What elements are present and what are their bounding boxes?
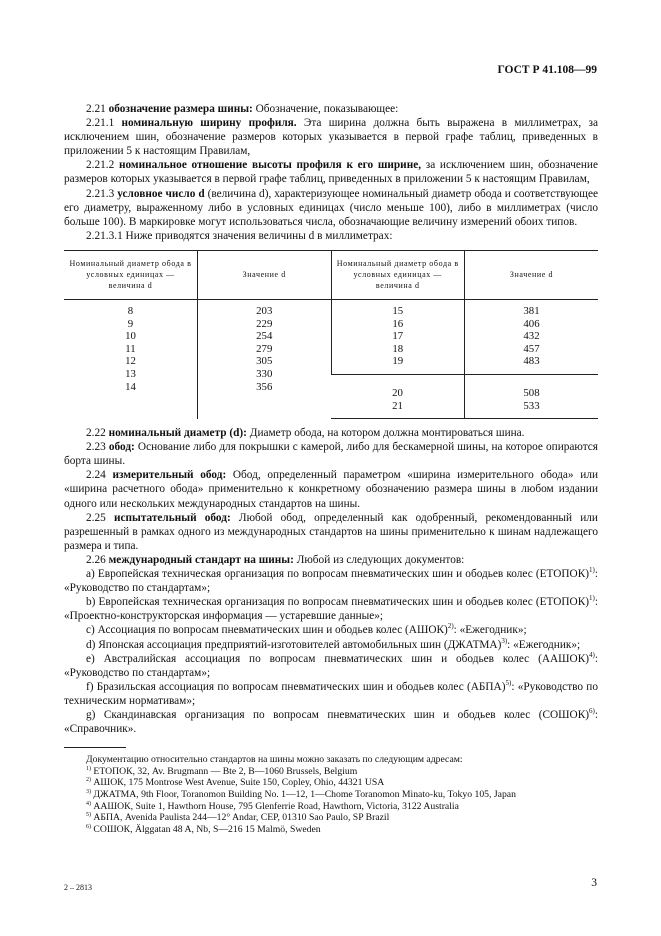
cell-value: 356 bbox=[256, 380, 273, 393]
clause-term: обод: bbox=[108, 441, 135, 454]
list-item-tail: : «Руководство по техническим нормативам»; bbox=[64, 680, 598, 707]
rim-diameter-table bbox=[64, 250, 598, 419]
cell-value: 432 bbox=[523, 330, 540, 343]
footnotes bbox=[64, 754, 598, 835]
cell-value: 15 bbox=[392, 304, 404, 317]
footnote bbox=[64, 812, 598, 824]
list-item-tail: : «Проектно-конструкторская информация — устаревшие данные»; bbox=[64, 596, 598, 623]
cell-value: 533 bbox=[523, 399, 540, 412]
footnote-mark: 1) bbox=[86, 765, 91, 772]
footnote-mark: 3) bbox=[86, 788, 91, 795]
clause-text: Обозначение, показывающее: bbox=[252, 103, 399, 115]
cell-value: 254 bbox=[256, 330, 273, 343]
cell-value: 14 bbox=[125, 380, 136, 393]
footnote bbox=[64, 824, 598, 836]
list-item-text: a) Европейская техническая организация по вопросам пневматических шин и ободьев колес (ЕТОПОК) bbox=[86, 568, 590, 581]
clause-text: Любой обод, определенный как одобренный, рекомендованный или разрешенный в рамках одного из международных стандартов на шины применительно к шинам надлежащего размера и типа. bbox=[64, 511, 598, 552]
table-cell bbox=[331, 299, 465, 374]
cell-value: 330 bbox=[256, 367, 273, 380]
footnote-mark: 6) bbox=[86, 823, 91, 830]
clause-2-21-3 bbox=[64, 187, 598, 229]
clause-2-23 bbox=[64, 440, 598, 468]
clause-text: Эта ширина должна быть выражена в миллиметрах, за исключением шин, обозначение размеров которых указывается в первой графе таблиц, приведенных в приложении 5 к настоящим Правилам, bbox=[64, 117, 598, 158]
clause-2-21-3-1 bbox=[64, 229, 598, 243]
clause-term: обозначение размера шины: bbox=[108, 103, 253, 115]
clause-number: 2.21.3.1 bbox=[86, 229, 123, 242]
clause-term: условное число d bbox=[117, 187, 205, 200]
document-id: ГОСТ Р 41.108—99 bbox=[497, 64, 597, 76]
footnote bbox=[64, 766, 598, 778]
list-item bbox=[64, 567, 598, 595]
clause-2-24 bbox=[64, 468, 598, 510]
list-item-tail: : «Справочник». bbox=[64, 708, 598, 736]
list-item-tail: : «Ежегодник»; bbox=[507, 638, 581, 651]
footnote-ref: 1) bbox=[589, 594, 595, 603]
list-item bbox=[64, 595, 598, 623]
cell-value: 21 bbox=[392, 399, 403, 412]
footnote-text: АШОК, 175 Montrose West Avenue, Suite 150, Copley, Ohio, 44321 USA bbox=[91, 777, 385, 789]
cell-value: 16 bbox=[392, 317, 404, 330]
cell-value: 8 bbox=[127, 304, 134, 317]
print-code: 2 – 2813 bbox=[64, 883, 92, 892]
clause-number: 2.23 bbox=[86, 441, 106, 454]
clause-number: 2.21.1 bbox=[86, 117, 115, 130]
clause-number: 2.25 bbox=[86, 511, 106, 524]
table-cell bbox=[198, 299, 332, 418]
clause-2-21-2 bbox=[64, 158, 598, 186]
clause-text: Диаметр обода, на котором должна монтироваться шина. bbox=[246, 427, 525, 440]
cell-value: 13 bbox=[125, 367, 136, 380]
list-item bbox=[64, 638, 598, 652]
footnote-ref: 4) bbox=[589, 650, 595, 659]
footnote bbox=[64, 789, 598, 801]
footnote-ref: 3) bbox=[501, 636, 508, 645]
list-item-text: d) Японская ассоциация предприятий-изготовителей автомобильных шин (ДЖАТМА) bbox=[86, 638, 502, 651]
clause-2-21 bbox=[64, 102, 598, 116]
list-item-text: f) Бразильская ассоциация по вопросам пневматических шин и ободьев колес (АБПА) bbox=[86, 680, 506, 693]
list-item bbox=[64, 680, 598, 708]
footnote-mark: 5) bbox=[86, 811, 91, 818]
column-header: Номинальный диаметр обода в условных единицах — величина d bbox=[331, 250, 465, 299]
clause-number: 2.26 bbox=[86, 553, 106, 566]
cell-value: 20 bbox=[392, 386, 403, 399]
clause-text: за исключением шин, обозначение размеров которых указывается в первой графе таблиц, приведенных в приложении 5 к настоящим Правилам, bbox=[64, 159, 598, 186]
footnote-text: ДЖАТМА, 9th Floor, Toranomon Building No. 1—12, 1—Chome Toranomon Minato-ku, Tokyo 105, Japan bbox=[91, 788, 516, 800]
table-cell bbox=[465, 374, 599, 418]
footnote-text: ЕТОПОК, 32, Av. Brugmann — Bte 2, B—1060 Brussels, Belgium bbox=[91, 765, 358, 777]
cell-value: 483 bbox=[523, 355, 540, 368]
column-header: Номинальный диаметр обода в условных единицах — величина d bbox=[64, 250, 198, 299]
footnote-text: ААШОК, Suite 1, Hawthorn House, 795 Glenferrie Road, Hawthorn, Victoria, 3122 Australia bbox=[91, 800, 459, 812]
footnote-ref: 1) bbox=[589, 566, 595, 575]
clause-2-25 bbox=[64, 511, 598, 553]
clause-text: Ниже приводятся значения величины d в миллиметрах: bbox=[122, 229, 393, 242]
clause-2-26 bbox=[64, 553, 598, 567]
footnote-mark: 2) bbox=[86, 777, 91, 784]
list-item bbox=[64, 623, 598, 637]
cell-value: 12 bbox=[125, 355, 136, 368]
table-cell bbox=[331, 374, 465, 418]
list-item bbox=[64, 652, 598, 680]
clause-term: номинальное отношение высоты профиля к его ширине, bbox=[118, 159, 422, 172]
cell-value: 10 bbox=[125, 330, 136, 343]
cell-value: 9 bbox=[127, 317, 134, 330]
clause-2-21-1 bbox=[64, 116, 598, 158]
clause-number: 2.24 bbox=[86, 469, 106, 482]
cell-value: 457 bbox=[523, 342, 540, 355]
clause-term: номинальный диаметр (d): bbox=[108, 427, 247, 440]
footnote-mark: 4) bbox=[86, 800, 91, 807]
footnote bbox=[64, 801, 598, 813]
table-cell bbox=[64, 299, 198, 418]
list-item bbox=[64, 708, 598, 736]
list-item-text: b) Европейская техническая организация по вопросам пневматических шин и ободьев колес (ЕТОПОК) bbox=[86, 596, 590, 609]
list-item-tail: : «Руководство по стандартам»; bbox=[64, 652, 598, 679]
cell-value: 11 bbox=[125, 342, 136, 355]
clause-2-22 bbox=[64, 426, 598, 440]
column-header: Значение d bbox=[465, 250, 599, 299]
table-cell bbox=[465, 299, 599, 374]
cell-value: 203 bbox=[256, 304, 273, 317]
cell-value: 17 bbox=[392, 330, 404, 343]
clause-number: 2.21.2 bbox=[86, 159, 115, 172]
footnote-intro: Документацию относительно стандартов на шины можно заказать по следующим адресам: bbox=[86, 754, 463, 766]
list-item-tail: : «Ежегодник»; bbox=[453, 624, 527, 637]
clause-number: 2.22 bbox=[86, 427, 106, 440]
clause-term: измерительный обод: bbox=[112, 469, 227, 482]
clause-text: Основание либо для покрышки с камерой, либо для бескамерной шины, на которое опираются борта шины. bbox=[64, 441, 599, 468]
cell-value: 406 bbox=[523, 317, 540, 330]
footnote-divider bbox=[64, 747, 126, 748]
list-item-text: g) Скандинавская организация по вопросам пневматических шин и ободьев колес (СОШОК) bbox=[86, 708, 590, 721]
footnote-text: СОШОК, Älggatan 48 A, Nb, S—216 15 Malmö, Sweden bbox=[91, 823, 321, 835]
list-item-text: c) Ассоциация по вопросам пневматических шин и ободьев колес (АШОК) bbox=[86, 624, 448, 637]
footnote-ref: 5) bbox=[505, 679, 512, 688]
clause-term: международный стандарт на шины: bbox=[108, 553, 294, 566]
cell-value: 229 bbox=[256, 317, 273, 330]
column-header: Значение d bbox=[198, 250, 332, 299]
cell-value: 305 bbox=[256, 355, 273, 368]
footnote bbox=[64, 777, 598, 789]
page-number: 3 bbox=[591, 877, 597, 889]
list-item-tail: : «Руководство по стандартам»; bbox=[64, 568, 598, 595]
clause-term: испытательный обод: bbox=[113, 511, 231, 524]
list-item-text: e) Австралийская ассоциация по вопросам пневматических шин и ободьев колес (ААШОК) bbox=[86, 652, 590, 665]
cell-value: 508 bbox=[523, 386, 540, 399]
clause-text: Обод, определенный параметром «ширина измерительного обода» или «ширина расчетного обода» применительно к конкретному обозначению размера шины в любом издании одного или нескольких международных стандартов на шины. bbox=[64, 469, 598, 510]
cell-value: 18 bbox=[392, 342, 404, 355]
cell-value: 279 bbox=[256, 342, 273, 355]
clause-number: 2.21.3 bbox=[86, 187, 115, 200]
document-body bbox=[64, 102, 598, 835]
clause-term: номинальную ширину профиля. bbox=[121, 117, 297, 130]
cell-value: 381 bbox=[523, 304, 540, 317]
footnote-ref: 2) bbox=[447, 622, 454, 631]
cell-value: 19 bbox=[392, 355, 404, 368]
footnote-ref: 6) bbox=[589, 707, 595, 716]
clause-number: 2.21 bbox=[86, 103, 106, 115]
clause-text: (величина d), характеризующее номинальный диаметр обода и соответствующее его диаметру, выраженному либо в условных единицах (число меньше 100), либо в миллиметрах (число больше 100). В маркировке могут использоваться числа, обозначающие величину измерений обоих типов. bbox=[64, 187, 598, 228]
footnote-text: АБПА, Avenida Paulista 244—12° Andar, CEP, 01310 Sao Paulo, SP Brazil bbox=[91, 812, 390, 824]
clause-text: Любой из следующих документов: bbox=[293, 553, 465, 566]
